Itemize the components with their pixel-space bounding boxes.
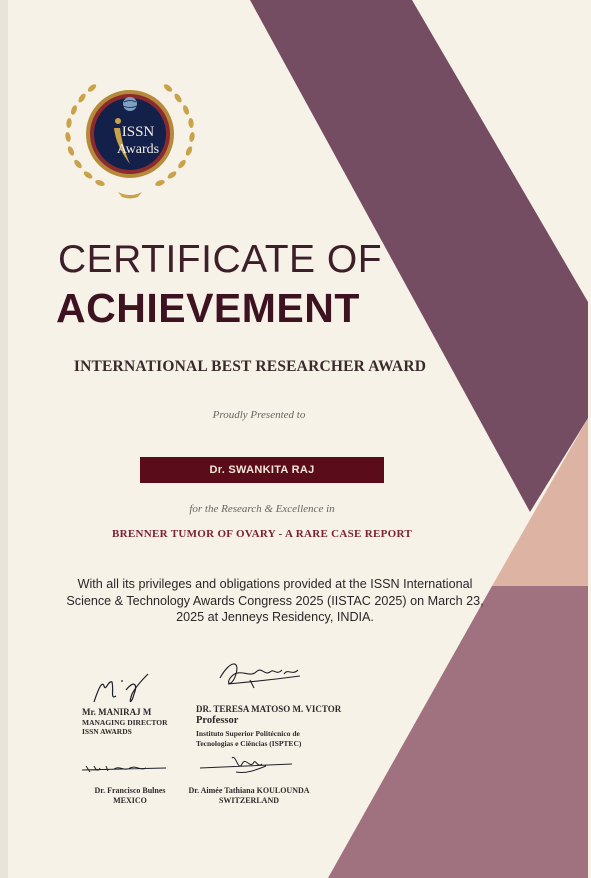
for-research-text: for the Research & Excellence in [189,503,335,515]
mauve-corner-shape [328,586,588,878]
logo-text-line1: ISSN [121,124,155,140]
presented-to-text: Proudly Presented to [212,409,306,421]
signatory-1-role-line1: MANAGING DIRECTOR [82,718,168,727]
signatory-2-name: DR. TERESA MATOSO M. VICTOR [196,704,342,714]
signatory-3-country: MEXICO [113,796,147,805]
certificate-title-line1: CERTIFICATE OF [58,238,383,281]
signatory-3-name: Dr. Francisco Bulnes [94,786,166,795]
signatory-4-country: SWITZERLAND [218,796,279,805]
signatory-1-name: Mr. MANIRAJ M [82,707,152,717]
signatory-4-name: Dr. Aimée Tathiana KOULOUNDA [188,786,310,795]
logo-text-line2: Awards [116,142,160,157]
signatory-2-org-line1: Instituto Superior Politécnico de [196,729,300,738]
issn-awards-logo [58,66,202,202]
signatory-1-role-line2: ISSN AWARDS [82,727,132,736]
victor-signature-icon [210,654,310,700]
research-topic: BRENNER TUMOR OF OVARY - A RARE CASE REPORT [112,528,412,540]
signatory-2-org-line2: Tecnologias e Ciências (ISPTEC) [196,739,302,748]
award-name: INTERNATIONAL BEST RESEARCHER AWARD [73,358,427,375]
signatory-2-role: Professor [196,715,239,726]
koulounda-signature-icon [196,752,296,778]
recipient-name: Dr. SWANKITA RAJ [140,457,384,483]
globe-icon [123,97,137,111]
maniraj-signature-icon [88,660,158,710]
bulnes-signature-icon [80,760,170,776]
certificate-title-line2: ACHIEVEMENT [56,285,360,331]
certificate-body-text: With all its privileges and obligations provided at the ISSN International Science & Technology Awards Congress 2025 (IISTAC 2025) on March 23, 2025 at Jenneys Residency, INDIA. [66,577,484,624]
